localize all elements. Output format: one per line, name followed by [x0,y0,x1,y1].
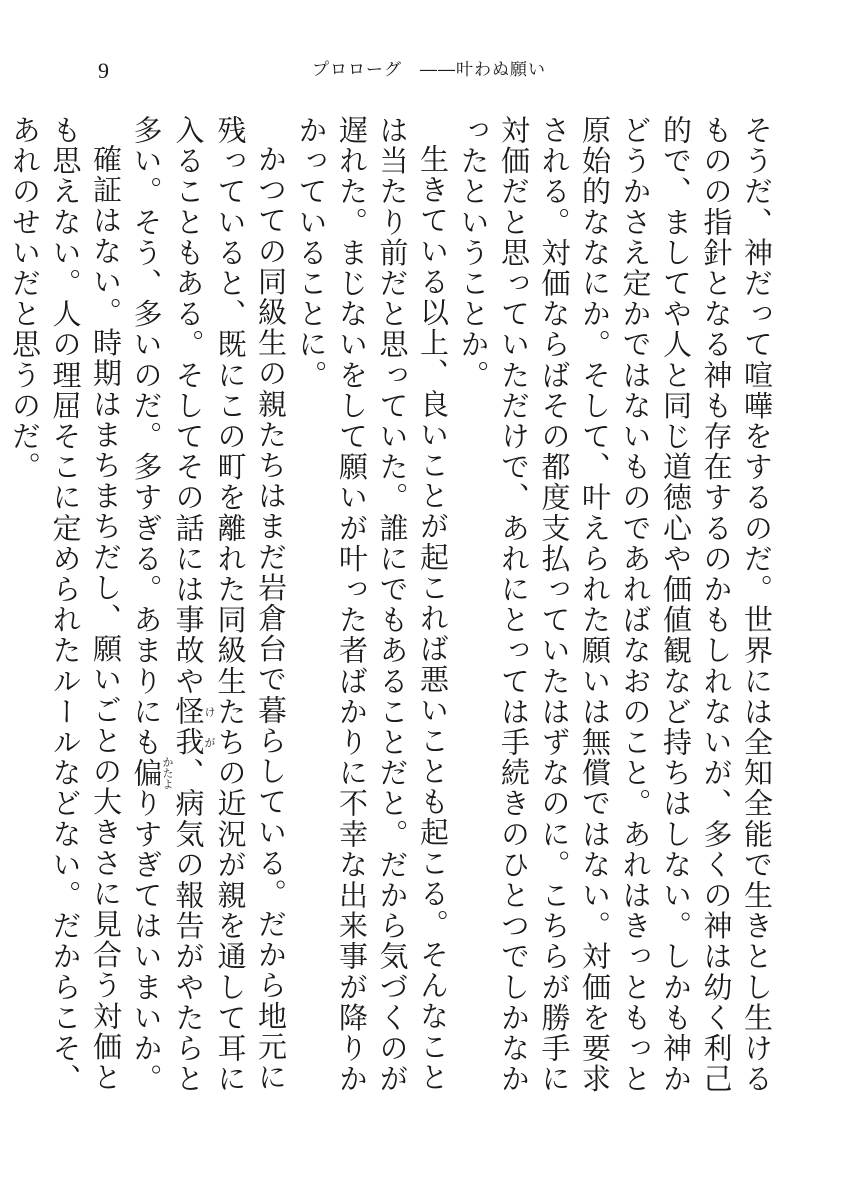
paragraph-3-part-b: 、病気の報告がやたらと多い。そう、多いのだ。多すぎる。あまりにも [129,115,206,1095]
paragraph-2: 生きている以上、良いことが起これば悪いことも起こる。そんなことは当たり前だと思っていた。誰にでもあることだと。だから気づくのが遅れた。まじないをして願いが叶った者ばかりに不幸な出来事が降りかかっていることに。 [294,115,450,1095]
ruby-katayo: 偏かたよ [129,756,174,790]
paragraph-3-part-c: りすぎてはいまいか。 [129,788,164,1095]
paragraph-1: そうだ、神だって喧嘩をするのだ。世界には全知全能で生きとし生けるものの指針となる神も存在するのかもしれないが、多くの神は幼く利己的で、ましてや人と同じ道徳心や価値観など持ちはしない。しかも神かどうかさえ定かではないものであればなおのこと。あれはきっともっと原始的ななにか。そして、叶えられた願いは無償ではない。対価を要求される。対価ならばその都度支払っていたはずなのに。こちらが勝手に対価だと思っていただけで、あれにとっては手続きのひとつでしかなかったということか。 [456,115,774,1095]
paragraph-3 [126,115,291,1105]
ruby-kega: 怪我けが [171,696,216,758]
paragraph-3-part-a: かつての同級生の親たちはまだ岩倉台で暮らしている。だから地元に残っていると、既にこの町を離れた同級生たちの近況が親を通して耳に入ることもある。そしてその話には事故や [171,115,288,1095]
page-number: 9 [98,58,109,83]
vertical-body-text [8,115,777,1105]
paragraph-4: 確証はない。時期はまちまちだし、願いごとの大きさに見合う対価とも思えない。人の理屈そこに定められたルールなどない。だからこそ、あれのせいだと思うのだ。 [8,115,123,1095]
running-header-title: プロローグ ――叶わぬ願い [312,60,546,80]
